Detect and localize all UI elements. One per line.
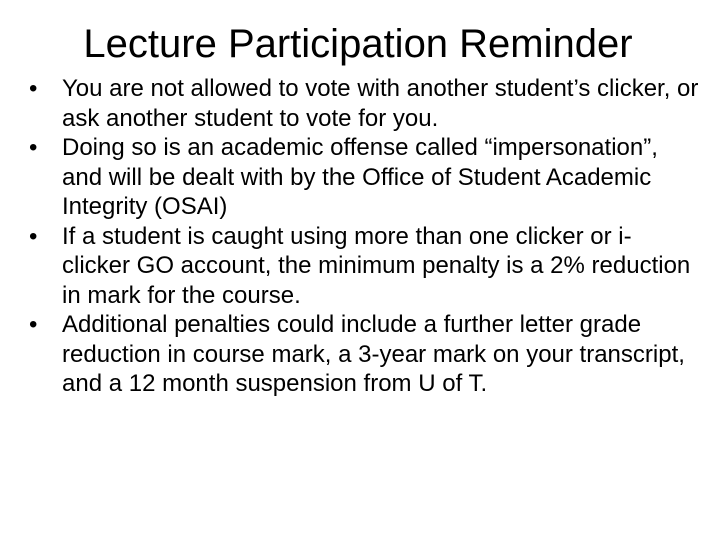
bullet-text: Doing so is an academic offense called “impersonation”, and will be dealt with by the Office of Student Academic Integrity (OSAI) bbox=[62, 134, 658, 220]
bullet-item bbox=[29, 133, 699, 222]
bullet-item bbox=[29, 74, 699, 133]
slide-title: Lecture Participation Reminder bbox=[83, 22, 633, 66]
bullet-dot-icon: • bbox=[29, 134, 38, 161]
bullet-text: You are not allowed to vote with another student’s clicker, or ask another student to vote for you. bbox=[62, 75, 699, 132]
bullet-dot-icon: • bbox=[29, 311, 38, 338]
bullet-list bbox=[29, 74, 699, 399]
bullet-text: Additional penalties could include a further letter grade reduction in course mark, a 3-year mark on your transcript, and a 12 month suspension from U of T. bbox=[62, 311, 685, 397]
bullet-item bbox=[29, 222, 699, 311]
bullet-dot-icon: • bbox=[29, 222, 38, 250]
bullet-text: If a student is caught using more than one clicker or i-clicker GO account, the minimum penalty is a 2% reduction in mark for the course. bbox=[62, 222, 691, 309]
bullet-item bbox=[29, 310, 699, 399]
bullet-dot-icon: • bbox=[29, 75, 38, 102]
